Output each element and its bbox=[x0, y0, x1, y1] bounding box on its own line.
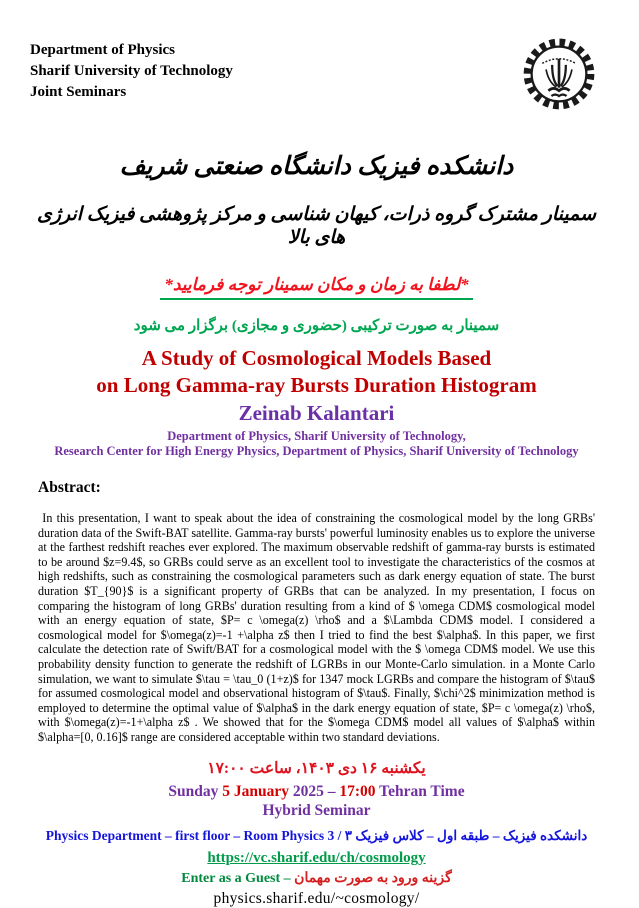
header-joint-seminars: Joint Seminars bbox=[30, 84, 127, 100]
header bbox=[30, 40, 603, 117]
guest-entry-line bbox=[30, 870, 603, 887]
affiliation-line1: Department of Physics, Sharif University of Technology, bbox=[167, 429, 466, 443]
sharif-university-logo-icon bbox=[521, 36, 597, 117]
location-line bbox=[30, 828, 603, 844]
location-persian: دانشکده فیزیک – طبقه اول – کلاس فیزیک ۳ bbox=[344, 827, 588, 843]
attention-time-place-note: *لطفا به زمان و مکان سمینار توجه فرمایید* bbox=[160, 275, 472, 300]
calligraphy-faculty-line: دانشکده فیزیک دانشگاه صنعتی شریف bbox=[119, 153, 514, 180]
abstract-body: In this presentation, I want to speak about the idea of constraining the cosmological model by the long GRBs' duration data of the Swift-BAT satellite. Gamma-ray bursts' powerful luminosity enables us to explore the universe at the farthest redshift reaches ever explored. The maximum observable redshift of gamma-ray bursts is estimated to be around $z=9.4$, so GRBs could serve as an excellent tool to investigate the characteristics of the cosmos at high redshifts, such as constraining the cosmological parameters such as dark energy equation of state. The burst duration $T_{90}$ is a significant property of GRBs that can be analyzed. In my presentation, I focus on comparing the histogram of long GRBs' duration resulting from a kind of $ \omega CDM$ cosmological model with an energy equation of state, $P= c \omega(z) \rho$ and a $\Lambda CDM$ model. I considered a cosmological model for $\omega(z)=-1 +\alpha z$ then I tried to find the best $\alpha$. In this paper, we first calculate the detection rate of Swift/BAT for a cosmological model with the $ \omega CDM$ model. We use this probability density function to generate the redshift of LGRBs in our Monte-Carlo simulation. in a Monte Carlo simulation, we want to simulate $\tau = \tau_0 (1+z)$ for 1347 mock LGRBs and compare the histogram of $\tau$ for assumed cosmological model and observational histogram of $\tau$. Finally, $\chi^2$ minimization method is employed to determine the optimal value of $\alpha$ in the dark energy equation of state, $P= c \omega(z) \rho$, with $\omega(z)=-1+\alpha z$ . We showed that for the $\omega CDM$ model all values of $\alpha$ within $\alpha=[0, 0.16]$ range are considered acceptable within two standard deviations. bbox=[38, 511, 599, 744]
guest-entry-english: Enter as a Guest – bbox=[181, 870, 295, 886]
vc-link-row bbox=[30, 844, 603, 867]
hybrid-seminar-label: Hybrid Seminar bbox=[262, 801, 371, 819]
date-persian: یکشنبه ۱۶ دی ۱۴۰۳، ساعت ۱۷:۰۰ bbox=[207, 759, 426, 777]
date-time: 17:00 bbox=[339, 782, 376, 800]
abstract-heading: Abstract: bbox=[38, 479, 101, 496]
speaker-name: Zeinab Kalantari bbox=[238, 401, 395, 425]
calligraphy-joint-seminar-line: سمینار مشترک گروه ذرات، کیهان شناسی و مرکز پژوهشی فیزیک انرژی های بالا bbox=[36, 204, 597, 248]
date-day-month: 5 January bbox=[222, 782, 290, 800]
hybrid-format-note-fa: سمینار به صورت ترکیبی (حضوری و مجازی) برگزار می شود bbox=[133, 318, 500, 334]
location-separator: / bbox=[334, 827, 345, 843]
date-timezone: Tehran Time bbox=[375, 782, 465, 800]
header-department: Department of Physics bbox=[30, 42, 175, 58]
affiliation-line2: Research Center for High Energy Physics, Department of Physics, Sharif University of Technology bbox=[54, 444, 579, 458]
vc-room-link[interactable]: https://vc.sharif.edu/ch/cosmology bbox=[207, 849, 426, 866]
header-text-block bbox=[30, 40, 233, 103]
seminar-title-line2: on Long Gamma-ray Bursts Duration Histogram bbox=[96, 373, 537, 397]
guest-entry-persian: گزینه ورود به صورت مهمان bbox=[294, 870, 452, 886]
schedule-block bbox=[30, 759, 603, 908]
seminar-title bbox=[30, 345, 603, 399]
date-english bbox=[30, 783, 603, 801]
date-weekday: Sunday bbox=[168, 782, 223, 800]
header-university: Sharif University of Technology bbox=[30, 63, 233, 79]
date-year: 2025 – bbox=[289, 782, 340, 800]
cosmology-site-url[interactable]: physics.sharif.edu/~cosmology/ bbox=[213, 889, 420, 907]
seminar-title-line1: A Study of Cosmological Models Based bbox=[141, 346, 492, 370]
speaker-affiliation bbox=[30, 429, 603, 459]
location-english: Physics Department – first floor – Room Physics 3 bbox=[45, 827, 335, 843]
attention-row bbox=[30, 275, 603, 300]
